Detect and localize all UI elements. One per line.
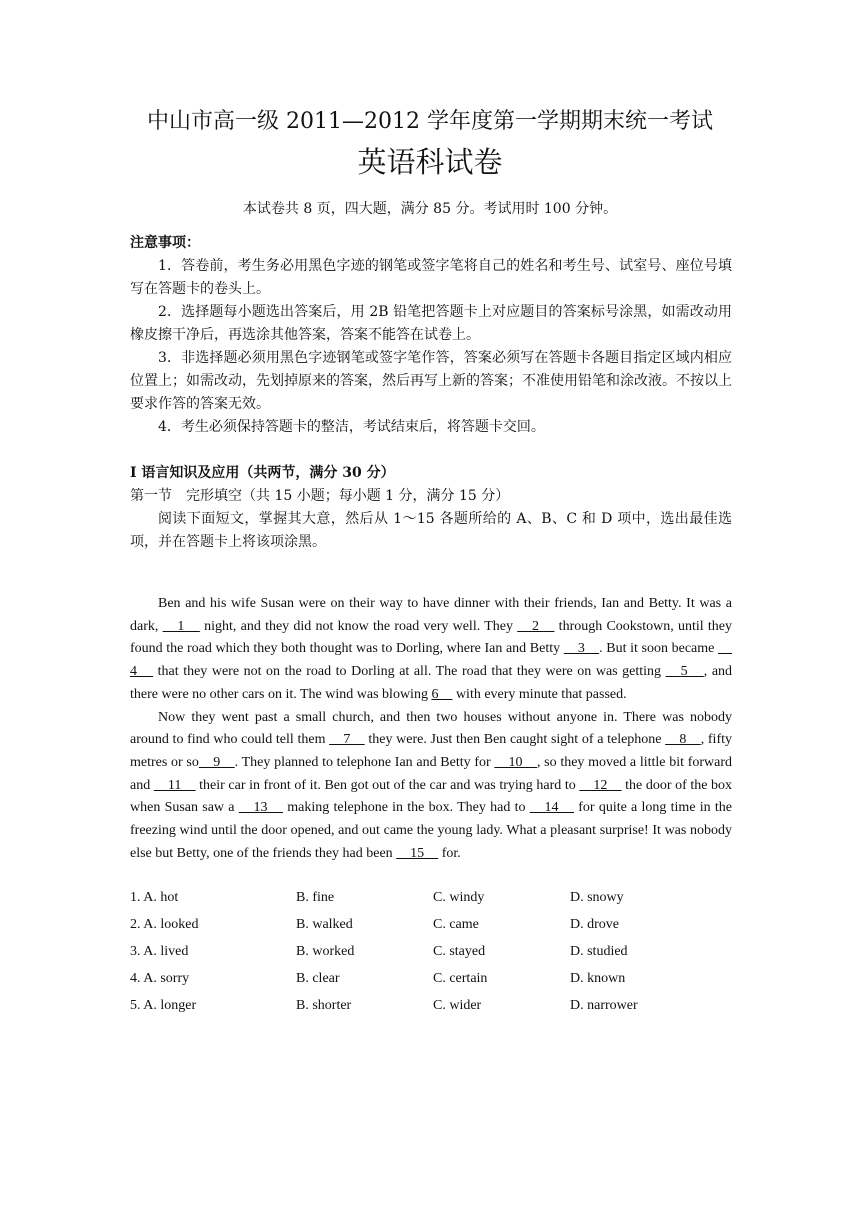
option-c: C. windy: [433, 890, 485, 906]
blank-7: 7: [329, 732, 365, 748]
option-row-4: [130, 965, 732, 992]
exam-title: 中山市高一级 2011—2012 学年度第一学期期末统一考试: [147, 109, 713, 134]
note-item: 3．非选择题必须用黑色字迹钢笔或签字笔作答，答案必须写在答题卡各题目指定区域内相应位置上；如需改动，先划掉原来的答案，然后再写上新的答案；不准使用铅笔和涂改液。不按以上要求作答的答案无效。: [130, 350, 732, 412]
passage-text: through Cookstown, until they found the road which they both thought was to Dorling, where Ian and Betty: [130, 618, 733, 657]
option-b: B. worked: [296, 944, 355, 960]
answer-options: [130, 884, 732, 1019]
passage-text: making telephone in the box. They had to: [283, 800, 530, 816]
option-c: C. came: [433, 917, 479, 933]
notes-heading: 注意事项：: [130, 235, 200, 251]
exam-info: 本试卷共 8 页，四大题，满分 85 分。考试用时 100 分钟。: [242, 201, 618, 217]
blank-4: 4: [130, 641, 732, 680]
passage-text: their car in front of it. Ben got out of the car and was trying hard to: [195, 777, 580, 793]
part-title: 第一节 完形填空（共 15 小题；每小题 1 分，满分 15 分）: [130, 488, 510, 504]
passage-text: for.: [438, 845, 461, 861]
blank-3: 3: [563, 641, 600, 657]
spacer: [130, 439, 732, 462]
blank-5: 5: [665, 664, 704, 680]
option-d: D. studied: [570, 944, 628, 960]
passage-text: , so they moved a little bit forward and: [130, 754, 733, 793]
option-a: 1. A. hot: [130, 890, 179, 906]
option-row-5: [130, 992, 732, 1019]
option-d: D. snowy: [570, 890, 624, 906]
passage-text: they were. Just then Ben caught sight of a telephone: [364, 732, 666, 748]
note-item: 1．答卷前，考生务必用黑色字迹的钢笔或签字笔将自己的姓名和考生号、试室号、座位号填写在答题卡的卷头上。: [130, 258, 732, 297]
option-b: B. clear: [296, 971, 340, 987]
option-row-1: [130, 884, 732, 911]
blank-14: 14: [529, 800, 574, 816]
blank-15: 15: [396, 845, 439, 861]
passage-text: the door of the box when Susan saw a: [130, 777, 733, 816]
spacer: [130, 554, 732, 577]
blank-6: 6: [431, 686, 453, 702]
blank-9: 9: [198, 754, 235, 770]
passage-text: . But it soon became: [599, 641, 718, 657]
passage-paragraph-2: [130, 707, 732, 866]
blank-12: 12: [579, 777, 622, 793]
passage-text: night, and they did not know the road very well. They: [199, 618, 518, 634]
option-d: D. drove: [570, 917, 619, 933]
blank-11: 11: [153, 777, 196, 793]
passage-text: , fifty metres or so: [130, 732, 732, 770]
exam-content: [130, 232, 732, 1019]
passage-text: for quite a long time in the freezing wind until the door opened, and out came the young lady. What a pleasant surprise! It was nobody else but Betty, one of the friends they had been: [130, 800, 733, 861]
passage-text: that they were not on the road to Dorling at all. The road that they were on was getting: [153, 664, 666, 680]
option-b: B. walked: [296, 917, 353, 933]
option-a: 4. A. sorry: [130, 971, 190, 987]
blank-13: 13: [238, 800, 283, 816]
option-b: B. shorter: [296, 998, 352, 1014]
passage-paragraph-1: [130, 593, 732, 707]
option-c: C. stayed: [433, 944, 486, 960]
passage-text: Now they went past a small church, and then two houses without anyone in. There was nobody around to find who could tell them: [130, 709, 732, 748]
blank-10: 10: [494, 754, 537, 770]
option-row-3: [130, 938, 732, 965]
option-c: C. wider: [433, 998, 482, 1014]
blank-8: 8: [665, 732, 701, 748]
blank-1: 1: [162, 618, 200, 634]
note-item: 4．考生必须保持答题卡的整洁，考试结束后，将答题卡交回。: [158, 419, 545, 435]
passage-text: , and there were no other cars on it. The wind was blowing: [130, 664, 733, 702]
option-d: D. known: [570, 971, 626, 987]
option-a: 2. A. looked: [130, 917, 199, 933]
passage-text: with every minute that passed.: [452, 686, 627, 702]
exam-subject-title: 英语科试卷: [357, 145, 503, 179]
option-c: C. certain: [433, 971, 488, 987]
spacer: [130, 577, 732, 593]
option-a: 5. A. longer: [130, 998, 197, 1014]
cloze-passage: [130, 593, 732, 865]
option-d: D. narrower: [570, 998, 638, 1014]
section-heading: I 语言知识及应用（共两节，满分 30 分）: [130, 465, 395, 481]
note-item: 2．选择题每小题选出答案后，用 2B 铅笔把答题卡上对应题目的答案标号涂黑，如需改动用橡皮擦干净后，再选涂其他答案，答案不能答在试卷上。: [130, 304, 732, 343]
passage-text: . They planned to telephone Ian and Betty for: [234, 754, 495, 770]
option-a: 3. A. lived: [130, 944, 189, 960]
part-instructions: 阅读下面短文，掌握其大意，然后从 1～15 各题所给的 A、B、C 和 D 项中，选出最佳选项，并在答题卡上将该项涂黑。: [130, 511, 732, 550]
option-row-2: [130, 911, 732, 938]
blank-2: 2: [517, 618, 555, 634]
option-b: B. fine: [296, 890, 335, 906]
passage-text: Ben and his wife Susan were on their way to have dinner with their friends, Ian and Betty. It was a dark,: [130, 596, 732, 634]
